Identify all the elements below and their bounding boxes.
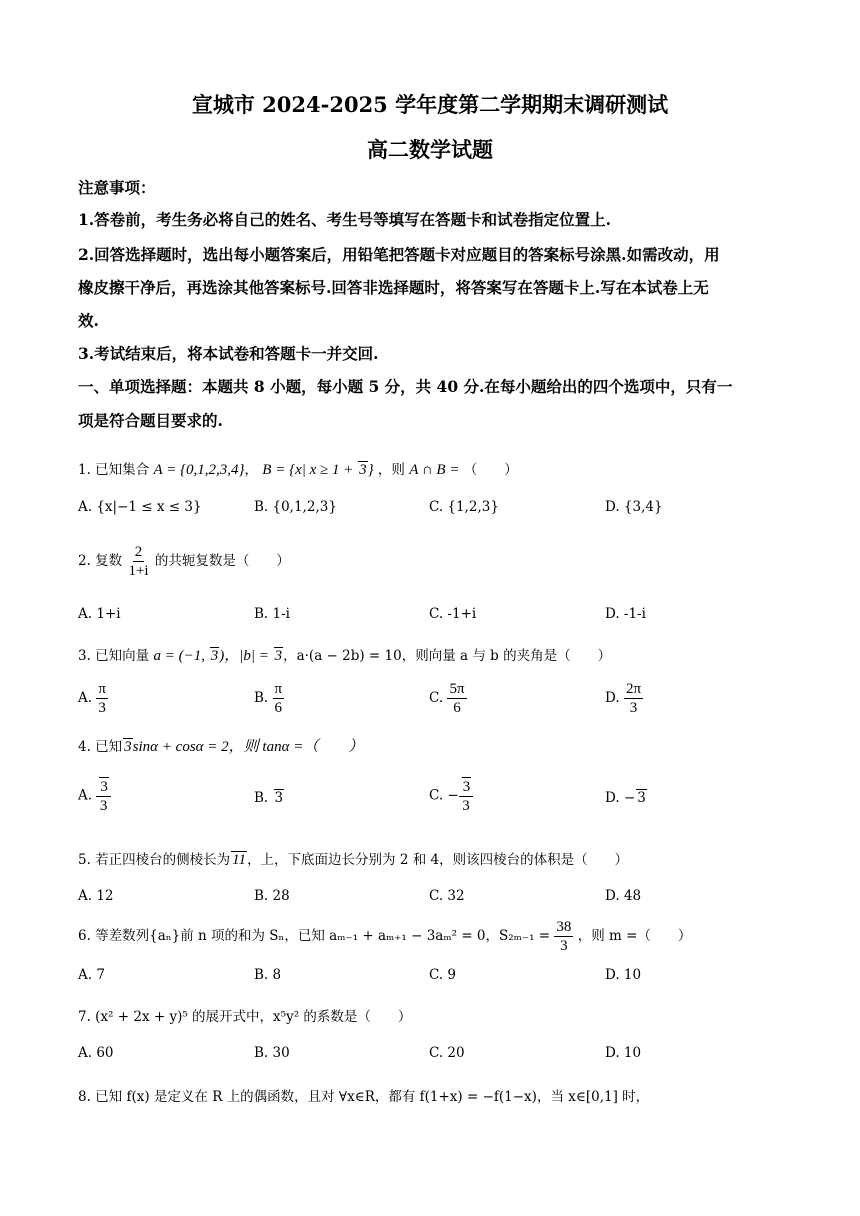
q4-prefix: 4. 已知 <box>78 739 123 755</box>
notice-item-2-cont: 橡皮擦干净后，再选涂其他答案标号.回答非选择题时，将答案写在答题卡上.写在本试卷上无 <box>78 278 709 297</box>
q3-option-d <box>605 680 643 717</box>
q4-option-a <box>78 777 111 815</box>
q5-tail: ，上，下底面边长分别为 2 和 4，则该四棱台的体积是（ ） <box>247 852 629 868</box>
q5-prefix: 5. 若正四棱台的侧棱长为 <box>78 852 231 868</box>
question-8: 8. 已知 f(x) 是定义在 R 上的偶函数，且对 ∀x∈R，都有 f(1+x) = −f(1−x)，当 x∈[0,1] 时， <box>78 1089 650 1105</box>
q3-vector-a: a = (−1, <box>153 648 209 664</box>
q7-option-b: B. 30 <box>254 1045 290 1061</box>
section-heading-line2: 项是符合题目要求的. <box>78 411 223 430</box>
question-6 <box>78 918 790 955</box>
notice-item-2: 2.回答选择题时，选出每小题答案后，用铅笔把答题卡对应题目的答案标号涂黑.如需改动，用 <box>78 245 720 264</box>
q2-prefix: 2. 复数 <box>78 553 123 569</box>
notice-item-2-end: 效. <box>78 311 99 330</box>
q4-root: 3 <box>124 739 132 755</box>
q6-option-a: A. 7 <box>78 967 105 983</box>
q1-root: 3 <box>359 462 367 478</box>
q3-d-num: 2π <box>625 681 642 697</box>
q3-prefix: 3. 已知向量 <box>78 648 150 664</box>
q2-tail: 的共轭复数是（ ） <box>154 553 290 569</box>
question-4 <box>78 735 790 756</box>
question-2-options <box>78 606 790 630</box>
question-5 <box>78 848 790 869</box>
q1-prefix: 1. 已知集合 <box>78 462 150 478</box>
q6-option-d: D. 10 <box>605 967 642 983</box>
q2-fraction <box>126 543 150 580</box>
q2-denominator: 1+i <box>128 563 149 579</box>
question-6-options <box>78 967 790 991</box>
q6-fraction <box>554 918 573 955</box>
q3-label-c: C. <box>429 690 444 706</box>
notice-item-1: 1.答卷前，考生务必将自己的姓名、考生号等填写在答题卡和试卷指定位置上. <box>78 210 612 229</box>
q4-label-a: A. <box>78 787 93 804</box>
q7-option-d: D. 10 <box>605 1045 642 1061</box>
q3-root-1: 3 <box>210 648 219 664</box>
q4-option-c <box>429 777 473 815</box>
question-2 <box>78 543 790 580</box>
q6-option-c: C. 9 <box>429 967 457 983</box>
q4-label-b: B. <box>254 790 269 806</box>
q4-a-num: 3 <box>100 779 108 795</box>
notice-item-3: 3.考试结束后，将本试卷和答题卡一并交回. <box>78 344 379 363</box>
q7-option-a: A. 60 <box>78 1045 114 1061</box>
q4-c-den: 3 <box>462 798 470 814</box>
notice-heading: 注意事项： <box>78 178 156 197</box>
q1-option-d: D. {3,4} <box>605 499 663 515</box>
q3-option-c <box>429 680 467 717</box>
q2-option-b: B. 1-i <box>254 606 290 622</box>
q2-option-a: A. 1+i <box>78 606 121 622</box>
q3-d-den: 3 <box>629 700 638 716</box>
q1-set-b-end: } <box>367 462 374 478</box>
q6-denominator: 3 <box>560 938 568 954</box>
q1-mid: ，则 <box>377 462 405 478</box>
q4-option-b <box>254 789 284 806</box>
q1-expr: A ∩ B = <box>409 462 460 478</box>
q1-option-b: B. {0,1,2,3} <box>254 499 337 515</box>
q5-option-c: C. 32 <box>429 888 465 904</box>
question-1: 1. 已知集合 A = {0,1,2,3,4}， B = {x| x ≥ 1 + 3} ，则 A ∩ B = （ ） <box>78 462 518 478</box>
q2-option-d: D. -1-i <box>605 606 646 622</box>
q3-tail: ，a·(a − 2b) = 10，则向量 a 与 b 的夹角是（ ） <box>283 648 612 664</box>
question-5-options <box>78 888 790 912</box>
q4-expr: sinα + cosα = 2，则 tanα =（ ） <box>132 739 364 755</box>
q1-option-c: C. {1,2,3} <box>429 499 499 515</box>
q6-prefix: 6. 等差数列{aₙ}前 n 项的和为 Sₙ，已知 aₘ₋₁ + aₘ₊₁ − 3aₘ² = 0，S₂ₘ₋₁ = <box>78 928 551 944</box>
q3-norm-b: )，|b| = <box>219 648 273 664</box>
q3-b-num: π <box>274 681 283 697</box>
question-4-options <box>78 777 790 823</box>
question-7-options <box>78 1045 790 1069</box>
q3-label-a: A. <box>78 690 93 706</box>
question-3-options <box>78 680 790 724</box>
q4-d-sign: − <box>623 790 636 806</box>
exam-title: 宣城市 2024-2025 学年度第二学期期末调研测试 <box>191 92 669 117</box>
q3-a-den: 3 <box>98 700 106 716</box>
q3-label-d: D. <box>605 690 620 706</box>
q1-option-a: A. {x|−1 ≤ x ≤ 3} <box>78 499 202 515</box>
q5-root: 11 <box>232 852 247 868</box>
q3-c-num: 5π <box>449 681 465 697</box>
q3-c-den: 6 <box>453 700 461 716</box>
q3-option-b <box>254 680 284 717</box>
q1-tail: （ ） <box>463 462 518 478</box>
q6-option-b: B. 8 <box>254 967 282 983</box>
q6-tail: ，则 m =（ ） <box>577 928 692 944</box>
q3-a-num: π <box>98 681 106 697</box>
question-7: 7. (x² + 2x + y)⁵ 的展开式中，x⁵y² 的系数是（ ） <box>78 1009 412 1025</box>
question-1-options <box>78 499 790 523</box>
q5-option-d: D. 48 <box>605 888 642 904</box>
q4-d-root: 3 <box>637 790 646 806</box>
q4-a-den: 3 <box>99 798 108 814</box>
q4-label-c: C. <box>429 787 444 804</box>
q4-option-d <box>605 789 647 806</box>
q4-label-d: D. <box>605 790 620 806</box>
q2-numerator: 2 <box>134 544 143 560</box>
q3-b-den: 6 <box>274 700 283 716</box>
exam-subtitle: 高二数学试题 <box>367 137 493 162</box>
q1-set-b: B = {x| x ≥ 1 + <box>262 462 358 478</box>
q4-c-sign: − <box>447 787 459 804</box>
q6-numerator: 38 <box>556 919 572 935</box>
q5-option-a: A. 12 <box>78 888 114 904</box>
section-heading-line1: 一、单项选择题：本题共 8 小题，每小题 5 分，共 40 分.在每小题给出的四个选项中，只有一 <box>78 377 733 396</box>
q3-root-2: 3 <box>274 648 283 664</box>
q4-b-root: 3 <box>274 790 284 806</box>
question-3 <box>78 644 790 665</box>
q3-label-b: B. <box>254 690 269 706</box>
q1-set-a: A = {0,1,2,3,4} <box>153 462 245 478</box>
q3-option-a <box>78 680 108 717</box>
q7-option-c: C. 20 <box>429 1045 465 1061</box>
q2-option-c: C. -1+i <box>429 606 477 622</box>
q4-c-num: 3 <box>462 779 471 795</box>
q5-option-b: B. 28 <box>254 888 290 904</box>
